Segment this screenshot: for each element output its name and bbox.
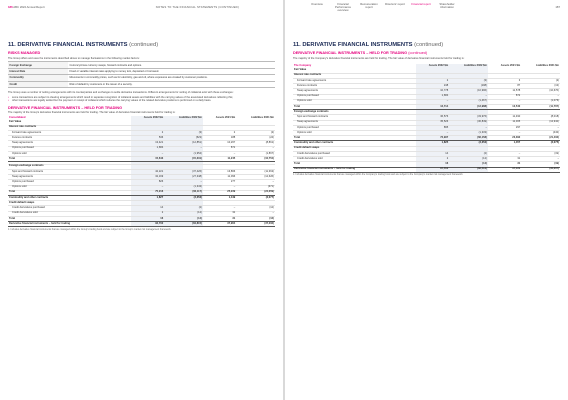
cell-value: (82,513) — [449, 167, 488, 172]
cell-value: 2 — [416, 157, 449, 162]
cell-value: (12,942) — [521, 120, 560, 125]
cell-value: (371) — [236, 185, 275, 190]
row-label: Total — [293, 104, 416, 109]
cell-value: 31 — [488, 162, 521, 167]
cell-value: 31 — [203, 216, 236, 221]
column-header: Liabilities 2022 $m — [449, 64, 488, 69]
row-label: Futures contracts — [293, 84, 416, 89]
cell-value: (1,333) — [449, 131, 488, 136]
held-for-trading-intro: The majority of the Company's derivative financial instruments are held for trading. The fair value of derivative financial instruments held for trading is: — [293, 56, 465, 60]
cell-value: 75,216 — [131, 190, 164, 195]
risks-intro: The Group offers and uses the instruments described above to manage fluctuations in the following market factors: — [8, 56, 140, 60]
cell-value: 13,421 — [131, 141, 164, 146]
row-label: Options purchased — [8, 180, 131, 185]
cell-value: (12,988) — [449, 104, 488, 109]
row-label: Options sold — [8, 151, 131, 156]
footnote: 1. Includes derivative financial instruments that are managed within the Company's trading book and are subject to the Company's market risk management framework. — [293, 174, 464, 177]
cell-value: – — [488, 151, 521, 156]
cell-value: 10,267 — [203, 141, 236, 146]
nav-directors[interactable]: Directors' report — [385, 2, 405, 6]
held-for-trading-heading: DERIVATIVE FINANCIAL INSTRUMENTS – HELD FOR TRADING (continued) — [293, 51, 428, 55]
row-label: Credit derivatives sold — [293, 157, 416, 162]
row-label: Interest rate contracts — [293, 73, 416, 78]
cell-value: – — [416, 131, 449, 136]
right-page-number: 187 — [555, 5, 560, 9]
cell-value: (19) — [521, 151, 560, 156]
row-label: Foreign exchange contracts — [8, 164, 131, 169]
cell-value: (12) — [449, 157, 488, 162]
cell-value: 31 — [488, 157, 521, 162]
row-label: Swap agreements — [8, 141, 131, 146]
left-page-header — [0, 0, 283, 12]
cell-value: – — [449, 125, 488, 130]
row-label: Commodity and other contracts — [293, 141, 416, 146]
cell-value: – — [488, 131, 521, 136]
cell-value: (14) — [449, 162, 488, 167]
table-row — [8, 81, 275, 87]
cell-value: (30,849) — [449, 120, 488, 125]
cell-value: (10,676) — [521, 89, 560, 94]
column-header: Assets 2022 $m — [131, 116, 164, 121]
cell-value: 32,169 — [131, 175, 164, 180]
column-header: Assets 2021 $m — [215, 115, 236, 119]
cell-value: (2,075) — [521, 141, 560, 146]
nav-overview[interactable]: Overview — [311, 2, 323, 6]
cell-value: – — [164, 180, 203, 185]
cell-value: (15,331) — [164, 157, 203, 162]
cell-value: (2) — [449, 151, 488, 156]
cell-value: – — [236, 180, 275, 185]
cell-value: 16 — [131, 216, 164, 221]
row-label: Credit default swaps — [8, 201, 131, 206]
cell-value: 3 — [488, 78, 521, 83]
column-header: Assets 2022 $m — [416, 64, 449, 69]
row-label: Options sold — [8, 185, 131, 190]
row-label: Interest rate contracts — [8, 125, 131, 130]
cell-value: 42,221 — [131, 169, 164, 174]
cell-value: 11,096 — [203, 175, 236, 180]
row-label: Spot and forward contracts — [293, 115, 416, 120]
risk-name: Interest Rate — [8, 68, 68, 74]
cell-value: 1,449 — [203, 195, 236, 200]
row-label: Options purchased — [8, 146, 131, 151]
column-header: Liabilities 2021 $m — [251, 115, 274, 119]
cell-value: 72,997 — [416, 136, 449, 141]
column-header: Assets 2021 $m — [500, 63, 521, 67]
cell-value: (12) — [236, 216, 275, 221]
cell-value: – — [488, 99, 521, 104]
nav-shareholder[interactable]: Shareholder information — [439, 2, 455, 10]
nav-financial-report[interactable]: Financial report — [411, 2, 431, 6]
column-header: Liabilities 2021 $m — [536, 63, 559, 67]
cell-value: – — [416, 99, 449, 104]
cell-value: (24) — [236, 136, 275, 141]
held-for-trading-intro: The majority of the Group's derivative financial instruments are held for trading. The fair value of derivative financial instruments held for trading is: — [8, 111, 176, 115]
risk-name: Credit — [8, 81, 68, 87]
cell-value: – — [521, 94, 560, 99]
row-label: Total — [8, 216, 131, 221]
cell-value: – — [521, 125, 560, 130]
cell-value: 23,092 — [488, 136, 521, 141]
cell-value: 2 — [416, 78, 449, 83]
cell-value: 895 — [416, 125, 449, 130]
cell-value: 871 — [203, 146, 236, 151]
cell-value: 35,526 — [416, 120, 449, 125]
netting-paragraph: The Group uses a number of netting arrangements with its counterparties and exchanges to settle derivative transactions. Different arrangements for netting of collateral exist with these exchanges: — [8, 90, 234, 94]
cell-value: 87 — [488, 84, 521, 89]
cell-value: 31 — [203, 211, 236, 216]
row-label: Spot and forward contracts — [8, 169, 131, 174]
cell-value: (35,267) — [521, 167, 560, 172]
cell-value: 188 — [203, 136, 236, 141]
cell-value: 87,552 — [416, 167, 449, 172]
row-label: Total — [8, 190, 131, 195]
row-label: Foreign exchange contracts — [293, 110, 416, 115]
cell-value: (2) — [164, 206, 203, 211]
list-item: • other transactions are legally settled but the payment or receipt of collateral which reduces the carrying values of the related derivative positions is performed on a daily basis. — [8, 99, 275, 102]
netting-list — [8, 96, 275, 103]
cell-value: 11,305 — [488, 120, 521, 125]
row-label: Fair Value — [8, 121, 131, 126]
cell-value: (1,867) — [236, 151, 275, 156]
cell-value: (21,403) — [521, 136, 560, 141]
cell-value: (2) — [521, 78, 560, 83]
cell-value: 37,964 — [203, 222, 236, 227]
cell-value: (523) — [164, 136, 203, 141]
cell-value: 25,239 — [203, 190, 236, 195]
row-label: Credit derivatives purchased — [8, 206, 131, 211]
cell-value: 16 — [416, 162, 449, 167]
right-page-header — [285, 0, 568, 12]
cell-value: 2 — [203, 130, 236, 135]
cell-value: 36,576 — [416, 115, 449, 120]
cell-value: (66,117) — [164, 190, 203, 195]
cell-value: 2 — [131, 130, 164, 135]
cell-value: (12) — [164, 211, 203, 216]
row-label: Options sold — [293, 131, 416, 136]
cell-value: (10,754) — [236, 157, 275, 162]
cell-value: (443) — [521, 131, 560, 136]
cell-value: 1,827 — [131, 195, 164, 200]
cell-value: 37,120 — [488, 167, 521, 172]
risk-description: Risk of default by customers or the issuer of a security. — [68, 81, 275, 87]
cell-value: 14 — [131, 206, 164, 211]
risks-heading: RISKS MANAGED — [8, 51, 41, 55]
row-label: Swap agreements — [293, 120, 416, 125]
risks-table — [8, 61, 275, 88]
cell-value: (27,348) — [164, 175, 203, 180]
note-title: 11. DERIVATIVE FINANCIAL INSTRUMENTS (continued) — [8, 42, 159, 48]
row-label: Total — [293, 162, 416, 167]
entity-label: Consolidated — [9, 115, 26, 119]
cell-value: 13,866 — [203, 169, 236, 174]
cell-value: (2) — [236, 130, 275, 135]
cell-value: 11,245 — [203, 157, 236, 162]
nav-performance[interactable]: Financial Performance overview — [334, 2, 351, 13]
cell-value: 92,702 — [131, 222, 164, 227]
cell-value: 10,778 — [416, 89, 449, 94]
note-title: 11. DERIVATIVE FINANCIAL INSTRUMENTS (continued) — [293, 42, 444, 48]
row-label: Swap agreements — [8, 175, 131, 180]
cell-value: – — [203, 185, 236, 190]
row-label: Credit derivatives sold — [8, 211, 131, 216]
consolidated-table — [8, 116, 275, 227]
cell-value: (11,767) — [521, 104, 560, 109]
cell-value: – — [236, 211, 275, 216]
cell-value: (1,343) — [164, 185, 203, 190]
cell-value: 248 — [416, 84, 449, 89]
risk-description: Movements in commodity prices, such as for electricity, gas and oil, where exposures are created by customer positions. — [68, 75, 275, 81]
company-table — [293, 64, 560, 173]
cell-value: 12,540 — [488, 104, 521, 109]
cell-value: (1,954) — [164, 151, 203, 156]
cell-value: – — [203, 151, 236, 156]
row-label: Credit derivatives purchased — [293, 151, 416, 156]
cell-value: (11,362) — [236, 169, 275, 174]
cell-value: – — [521, 157, 560, 162]
cell-value: (1,467) — [449, 99, 488, 104]
risk-description: Currency/cross currency swaps, forward contracts and options. — [68, 62, 275, 68]
cell-value: (24,359) — [236, 190, 275, 195]
cell-value: (33,976) — [449, 115, 488, 120]
row-label: Total — [8, 157, 131, 162]
cell-value: (37,426) — [164, 169, 203, 174]
cell-value: (13) — [521, 84, 560, 89]
cell-value: (1,076) — [521, 99, 560, 104]
cell-value: – — [131, 151, 164, 156]
cell-value: 2 — [131, 211, 164, 216]
risk-description: Fixed or variable interest rates applying to money lent, deposited or borrowed. — [68, 68, 275, 74]
row-label: Derivative financial instruments – held for trading — [293, 167, 416, 172]
cell-value: – — [164, 146, 203, 151]
held-for-trading-heading: DERIVATIVE FINANCIAL INSTRUMENTS – HELD FOR TRADING — [8, 105, 123, 110]
cell-value: (3) — [164, 130, 203, 135]
cell-value: (12,851) — [164, 141, 203, 146]
cell-value: (10,996) — [449, 89, 488, 94]
cell-value: – — [236, 146, 275, 151]
row-label: Fair Value — [293, 68, 416, 73]
row-label: Derivative financial instruments – held for trading — [8, 222, 131, 227]
right-page — [285, 0, 568, 400]
table-row — [8, 222, 275, 227]
nav-remuneration[interactable]: Remuneration report — [360, 2, 378, 10]
row-label: Options sold — [293, 99, 416, 104]
cell-value: (12,626) — [236, 175, 275, 180]
row-label: Forward rate agreements — [8, 130, 131, 135]
risk-name: Commodity — [8, 75, 68, 81]
report-nav — [307, 3, 457, 13]
cell-value: (3,353) — [449, 141, 488, 146]
cell-value: (8,861) — [236, 141, 275, 146]
row-label: Options purchased — [293, 94, 416, 99]
cell-value: (2,077) — [236, 195, 275, 200]
cell-value: (3) — [449, 78, 488, 83]
cell-value: (12) — [236, 206, 275, 211]
row-label: Futures contracts — [8, 136, 131, 141]
column-header: Liabilities 2022 $m — [164, 116, 203, 121]
cell-value: – — [203, 206, 236, 211]
left-page-number: 186 ABC 2022 Annual Report — [8, 5, 45, 9]
cell-value: (84,815) — [164, 222, 203, 227]
cell-value: 1,684 — [416, 94, 449, 99]
list-item: • some transactions are subject to clearing arrangements which result in separate recognition of collateral assets and liabilities with the carrying values of the associated derivatives reflecting this; — [8, 96, 275, 99]
cell-value: 12,714 — [416, 104, 449, 109]
cell-value: 1,825 — [416, 141, 449, 146]
cell-value: 15,643 — [131, 157, 164, 162]
cell-value: – — [131, 185, 164, 190]
cell-value: 277 — [203, 180, 236, 185]
row-label: Swap agreements — [293, 89, 416, 94]
cell-value: (14) — [164, 216, 203, 221]
cell-value: 1,684 — [131, 146, 164, 151]
cell-value: (8,018) — [521, 115, 560, 120]
cell-value: (66,158) — [449, 136, 488, 141]
entity-label: The Company — [294, 63, 312, 67]
cell-value: (198) — [449, 84, 488, 89]
cell-value: 297 — [488, 125, 521, 130]
left-page — [0, 0, 283, 400]
row-label: Credit default swaps — [293, 146, 416, 151]
cell-value: (19) — [521, 162, 560, 167]
cell-value: 14 — [416, 151, 449, 156]
cell-value: 1,457 — [488, 141, 521, 146]
row-label: Commodity and other contracts — [8, 195, 131, 200]
row-label: Options purchased — [293, 125, 416, 130]
section-title: NOTES TO THE FINANCIAL STATEMENTS (CONTINUED) — [155, 5, 239, 9]
cell-value: 536 — [131, 136, 164, 141]
footnote: 1. Includes derivative financial instruments that are managed within the Group's trading book and are subject to the Group's market risk management framework. — [8, 228, 172, 231]
cell-value: (3,353) — [164, 195, 203, 200]
table-row — [293, 167, 560, 172]
cell-value: 872 — [488, 94, 521, 99]
row-label: Total — [293, 136, 416, 141]
cell-value: (37,202) — [236, 222, 275, 227]
cell-value: – — [449, 94, 488, 99]
cell-value: 11,578 — [488, 89, 521, 94]
cell-value: 11,490 — [488, 115, 521, 120]
risk-name: Foreign Exchange — [8, 62, 68, 68]
cell-value: 826 — [131, 180, 164, 185]
row-label: Forward rate agreements — [293, 78, 416, 83]
